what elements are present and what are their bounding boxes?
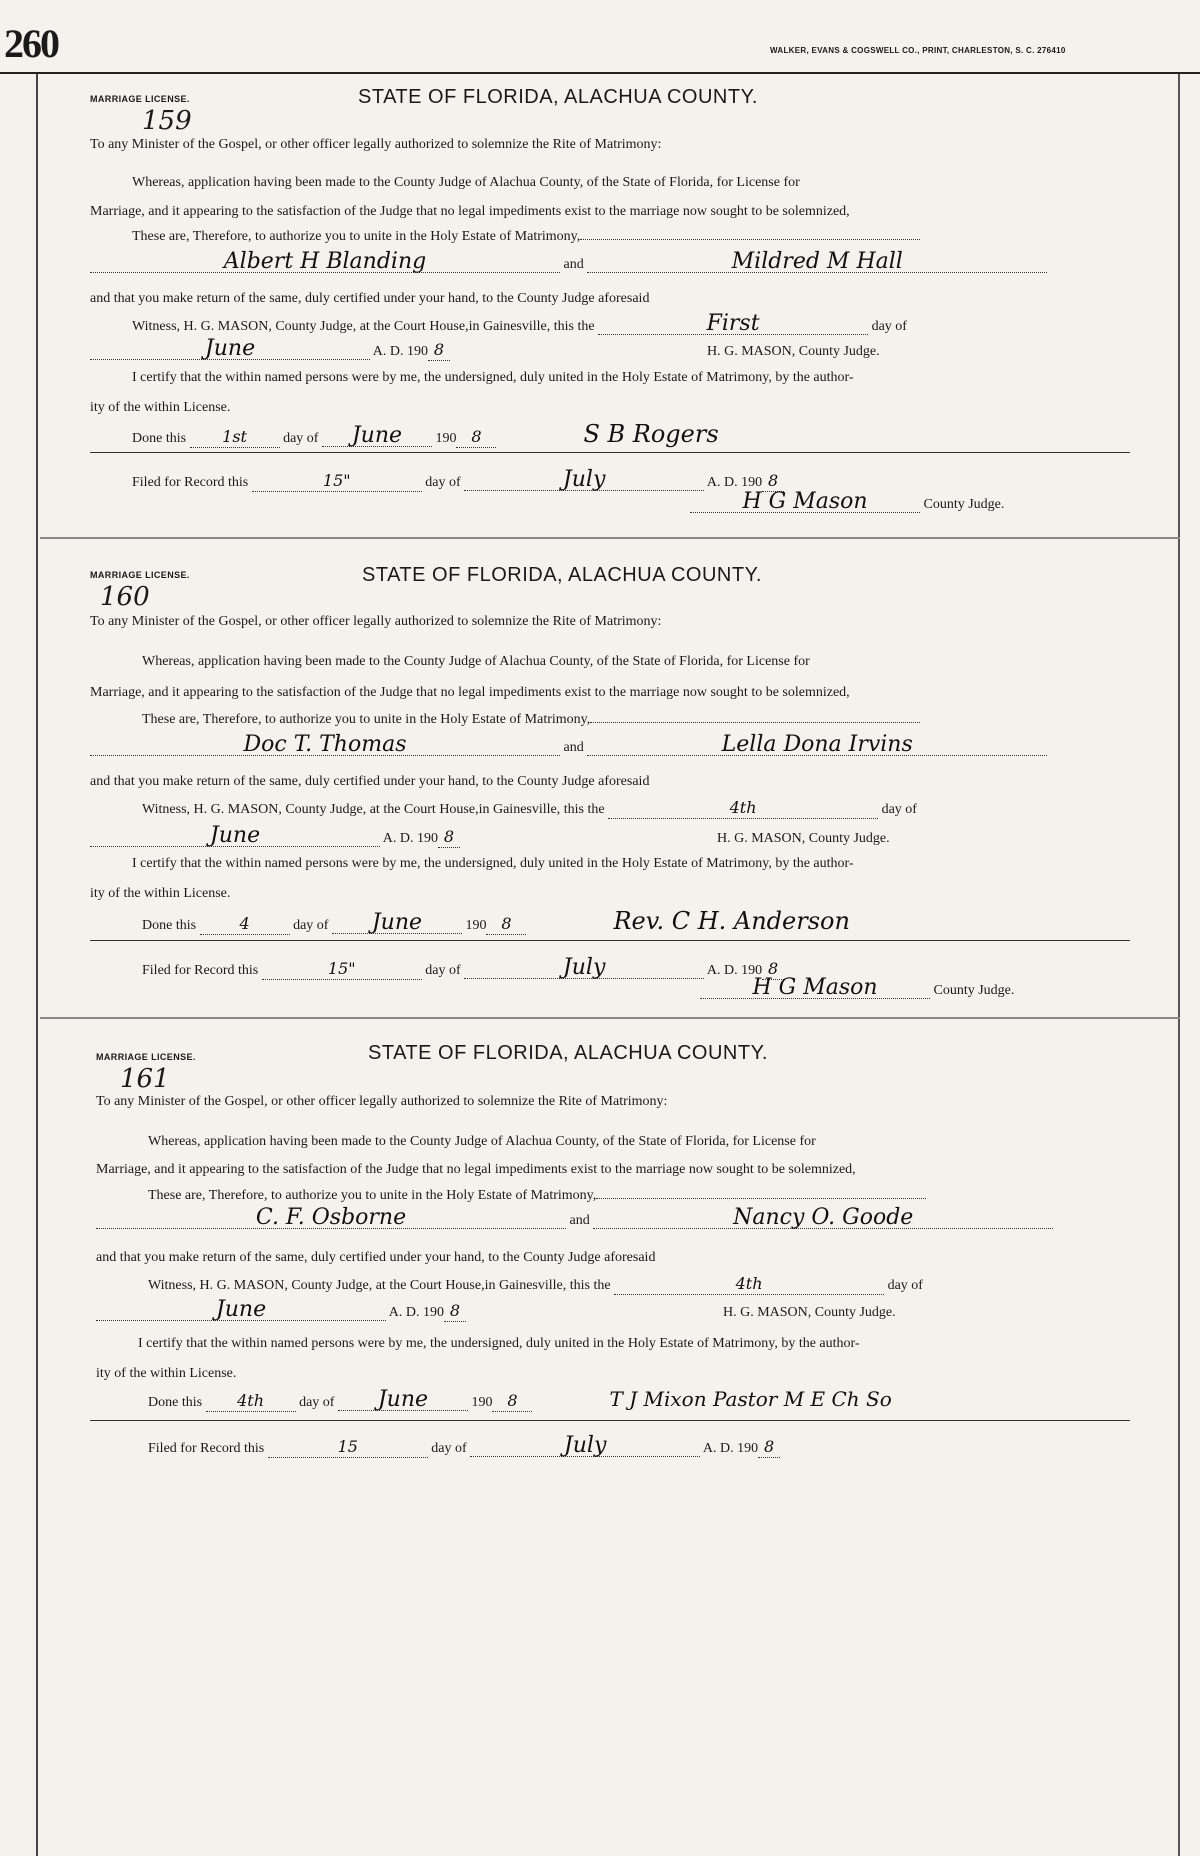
witness-year: 8: [438, 827, 460, 848]
groom-name: C. F. Osborne: [96, 1208, 566, 1229]
authorize-line: [148, 1188, 926, 1204]
done-day: 4th: [206, 1391, 296, 1412]
filed-year: 8: [762, 471, 784, 492]
marriage-line: Marriage, and it appearing to the satisfaction of the Judge that no legal impediments exist to the marriage now sought to be solemnized,: [90, 685, 850, 700]
right-margin-rule: [1178, 74, 1180, 1856]
witness-text: Witness, H. G. MASON, County Judge, at the Court House,in Gainesville, this the: [148, 1278, 611, 1293]
marriage-license-161: [90, 1040, 1130, 1840]
return-line: and that you make return of the same, duly certified under your hand, to the County Judge aforesaid: [90, 774, 650, 789]
certify-continued: ity of the within License.: [90, 886, 231, 901]
bride-name: Mildred M Hall: [587, 252, 1047, 273]
license-label: MARRIAGE LICENSE.: [90, 94, 190, 104]
address-line: To any Minister of the Gospel, or other officer legally authorized to solemnize the Rite of Matrimony:: [90, 137, 662, 152]
authorize-line: [132, 229, 920, 245]
filed-line: [142, 955, 784, 980]
done-month: June: [322, 426, 432, 447]
witness-text: Witness, H. G. MASON, County Judge, at the Court House,in Gainesville, this the: [132, 319, 595, 334]
license-separator: [40, 1017, 1180, 1019]
license-number: 161: [120, 1064, 170, 1094]
printer-imprint: WALKER, EVANS & COGSWELL CO., PRINT, CHARLESTON, S. C. 276410: [770, 46, 1066, 55]
witness-day: First: [598, 314, 868, 335]
and-text: and: [563, 257, 584, 272]
names-line: [90, 249, 1047, 274]
officiant-signature: T J Mixon Pastor M E Ch So: [609, 1387, 892, 1411]
and-text: and: [563, 740, 584, 755]
day-of-text: day of: [299, 1395, 335, 1410]
license-title: STATE OF FLORIDA, ALACHUA COUNTY.: [368, 1042, 768, 1064]
filed-text: Filed for Record this: [132, 475, 249, 490]
marriage-line: Marriage, and it appearing to the satisfaction of the Judge that no legal impediments exist to the marriage now sought to be solemnized,: [90, 204, 850, 219]
done-text: Done this: [148, 1395, 203, 1410]
license-label: MARRIAGE LICENSE.: [90, 570, 190, 580]
witness-date-line: [90, 336, 880, 361]
judge-signature: H G Mason: [700, 978, 930, 999]
filed-text: Filed for Record this: [142, 963, 259, 978]
witness-line: [142, 798, 917, 819]
ad-text: A. D. 190: [706, 963, 763, 978]
certify-continued: ity of the within License.: [90, 400, 231, 415]
names-line: [90, 732, 1047, 757]
blank-line: [580, 239, 920, 240]
authorize-line: [142, 712, 920, 728]
done-month: June: [332, 913, 462, 934]
ad-text: A. D. 190: [706, 475, 763, 490]
certify-continued: ity of the within License.: [96, 1366, 237, 1381]
ad-text: A. D. 190: [382, 831, 438, 846]
return-line: and that you make return of the same, duly certified under your hand, to the County Judge aforesaid: [96, 1250, 656, 1265]
county-judge-text: County Judge.: [923, 497, 1005, 512]
filed-year: 8: [758, 1437, 780, 1458]
license-label: MARRIAGE LICENSE.: [96, 1052, 196, 1062]
certify-line: I certify that the within named persons were by me, the undersigned, duly united in the Holy Estate of Matrimony, by the author-: [132, 370, 854, 385]
day-of-text: day of: [425, 475, 461, 490]
witness-month: June: [96, 1300, 386, 1321]
done-year: 8: [486, 914, 526, 935]
blank-line: [596, 1198, 926, 1199]
day-of-text: day of: [431, 1441, 467, 1456]
ad-text: A. D. 190: [372, 344, 428, 359]
whereas-line: Whereas, application having been made to the County Judge of Alachua County, of the State of Florida, for License for: [142, 654, 810, 669]
judge-signature-line: [700, 975, 1015, 1000]
witness-year: 8: [444, 1301, 466, 1322]
license-number: 159: [142, 106, 192, 136]
county-judge-text: County Judge.: [933, 983, 1015, 998]
filed-text: Filed for Record this: [148, 1441, 265, 1456]
certify-line: I certify that the within named persons were by me, the undersigned, duly united in the Holy Estate of Matrimony, by the author-: [132, 856, 854, 871]
section-rule: [90, 452, 1130, 453]
year-prefix: 190: [471, 1395, 493, 1410]
officiant-signature: Rev. C H. Anderson: [613, 907, 850, 935]
judge-signature: H G Mason: [690, 492, 920, 513]
witness-day: 4th: [614, 1274, 884, 1295]
authorize-text: These are, Therefore, to authorize you to unite in the Holy Estate of Matrimony,: [142, 712, 591, 727]
filed-line: [148, 1433, 780, 1458]
done-month: June: [338, 1390, 468, 1411]
authorize-text: These are, Therefore, to authorize you to unite in the Holy Estate of Matrimony,: [148, 1188, 597, 1203]
done-day: 4: [200, 914, 290, 935]
section-rule: [90, 1420, 1130, 1421]
license-number: 160: [100, 582, 150, 612]
judge-name: H. G. MASON, County Judge.: [716, 831, 890, 846]
done-line: [142, 907, 850, 935]
witness-month: June: [90, 826, 380, 847]
license-separator: [40, 537, 1180, 539]
day-of-text: day of: [283, 431, 319, 446]
address-line: To any Minister of the Gospel, or other officer legally authorized to solemnize the Rite of Matrimony:: [90, 614, 662, 629]
witness-year: 8: [428, 340, 450, 361]
return-line: and that you make return of the same, duly certified under your hand, to the County Judge aforesaid: [90, 291, 650, 306]
filed-month: July: [464, 958, 704, 979]
witness-line: [132, 311, 907, 336]
witness-day: 4th: [608, 798, 878, 819]
witness-month: June: [90, 339, 370, 360]
marriage-license-160: [90, 560, 1130, 1010]
left-margin-rule: [36, 74, 38, 1856]
ad-text: A. D. 190: [388, 1305, 444, 1320]
groom-name: Albert H Blanding: [90, 252, 560, 273]
groom-name: Doc T. Thomas: [90, 735, 560, 756]
done-day: 1st: [190, 427, 280, 448]
day-of-text: day of: [293, 918, 329, 933]
license-title: STATE OF FLORIDA, ALACHUA COUNTY.: [358, 86, 758, 108]
filed-month: July: [464, 470, 704, 491]
marriage-line: Marriage, and it appearing to the satisfaction of the Judge that no legal impediments exist to the marriage now sought to be solemnized,: [96, 1162, 856, 1177]
and-text: and: [569, 1213, 590, 1228]
day-of-text: day of: [887, 1278, 923, 1293]
done-year: 8: [492, 1391, 532, 1412]
judge-name: H. G. MASON, County Judge.: [706, 344, 880, 359]
filed-day: 15: [268, 1437, 428, 1458]
filed-day: 15": [262, 959, 422, 980]
filed-line: [132, 467, 784, 492]
done-year: 8: [456, 427, 496, 448]
address-line: To any Minister of the Gospel, or other officer legally authorized to solemnize the Rite of Matrimony:: [96, 1094, 668, 1109]
page-number: 260: [4, 21, 58, 66]
judge-name: H. G. MASON, County Judge.: [722, 1305, 896, 1320]
blank-line: [590, 722, 920, 723]
officiant-signature: S B Rogers: [583, 420, 719, 448]
filed-day: 15": [252, 471, 422, 492]
day-of-text: day of: [881, 802, 917, 817]
bride-name: Nancy O. Goode: [593, 1208, 1053, 1229]
done-line: [132, 420, 719, 448]
witness-date-line: [90, 823, 890, 848]
filed-year: 8: [762, 959, 784, 980]
authorize-text: These are, Therefore, to authorize you to unite in the Holy Estate of Matrimony,: [132, 229, 581, 244]
day-of-text: day of: [871, 319, 907, 334]
bride-name: Lella Dona Irvins: [587, 735, 1047, 756]
done-text: Done this: [132, 431, 187, 446]
done-text: Done this: [142, 918, 197, 933]
witness-line: [148, 1274, 923, 1295]
whereas-line: Whereas, application having been made to the County Judge of Alachua County, of the State of Florida, for License for: [148, 1134, 816, 1149]
section-rule: [90, 940, 1130, 941]
done-line: [148, 1387, 892, 1412]
names-line: [96, 1205, 1053, 1230]
witness-date-line: [96, 1297, 896, 1322]
top-rule: [0, 72, 1200, 74]
judge-signature-line: [690, 489, 1005, 514]
year-prefix: 190: [465, 918, 487, 933]
certify-line: I certify that the within named persons were by me, the undersigned, duly united in the Holy Estate of Matrimony, by the author-: [138, 1336, 860, 1351]
witness-text: Witness, H. G. MASON, County Judge, at the Court House,in Gainesville, this the: [142, 802, 605, 817]
license-title: STATE OF FLORIDA, ALACHUA COUNTY.: [362, 564, 762, 586]
year-prefix: 190: [435, 431, 457, 446]
ad-text: A. D. 190: [702, 1441, 759, 1456]
filed-month: July: [470, 1436, 700, 1457]
marriage-license-159: [90, 80, 1130, 530]
whereas-line: Whereas, application having been made to the County Judge of Alachua County, of the State of Florida, for License for: [132, 175, 800, 190]
day-of-text: day of: [425, 963, 461, 978]
